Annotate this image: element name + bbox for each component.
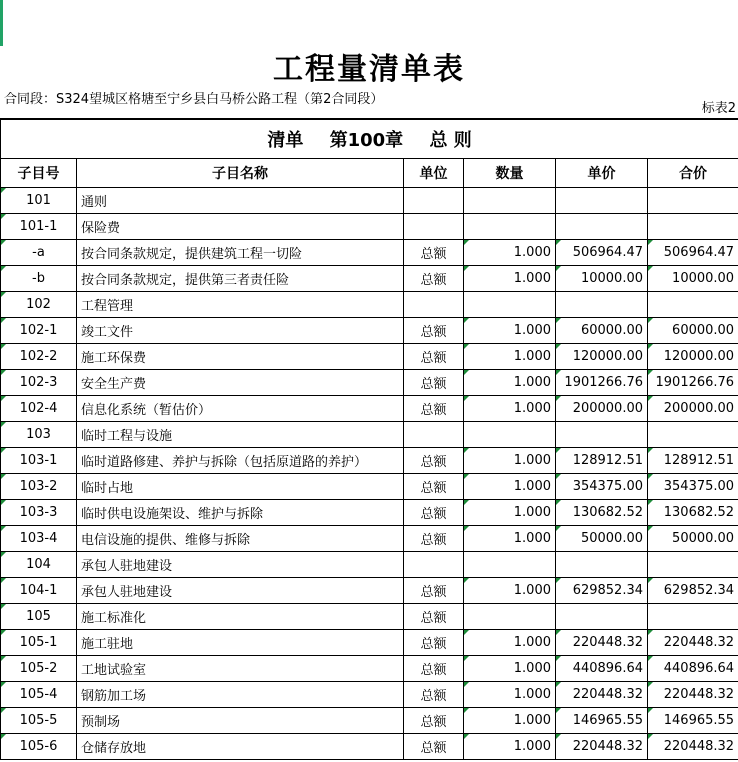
table-row xyxy=(1,656,738,682)
cell-price[interactable]: 120000.00 xyxy=(556,344,648,370)
cell-selection-marker xyxy=(0,0,3,46)
cell-unit[interactable] xyxy=(404,422,464,448)
table-row xyxy=(1,578,738,604)
col-header-unit[interactable]: 单位 xyxy=(404,159,464,188)
table-row xyxy=(1,240,738,266)
cell-code[interactable]: 105-5 xyxy=(1,708,77,734)
chapter-title[interactable] xyxy=(1,119,738,159)
table-row xyxy=(1,214,738,240)
cell-name[interactable]: 仓储存放地 xyxy=(77,734,404,760)
table-row xyxy=(1,500,738,526)
cell-price[interactable]: 629852.34 xyxy=(556,578,648,604)
cell-name[interactable]: 工地试验室 xyxy=(77,656,404,682)
cell-price[interactable] xyxy=(556,422,648,448)
cell-unit[interactable]: 总额 xyxy=(404,500,464,526)
cell-total[interactable]: 60000.00 xyxy=(648,318,738,344)
cell-name[interactable]: 按合同条款规定，提供建筑工程一切险 xyxy=(77,240,404,266)
cell-unit[interactable] xyxy=(404,292,464,318)
cell-total[interactable]: 120000.00 xyxy=(648,344,738,370)
cell-qty[interactable]: 1.000 xyxy=(464,370,556,396)
cell-name[interactable]: 保险费 xyxy=(77,214,404,240)
cell-price[interactable]: 130682.52 xyxy=(556,500,648,526)
col-header-name[interactable]: 子目名称 xyxy=(77,159,404,188)
col-header-code[interactable]: 子目号 xyxy=(1,159,77,188)
cell-code[interactable]: 101-1 xyxy=(1,214,77,240)
cell-unit[interactable]: 总额 xyxy=(404,630,464,656)
cell-code[interactable]: 102 xyxy=(1,292,77,318)
cell-unit[interactable]: 总额 xyxy=(404,474,464,500)
table-row xyxy=(1,734,738,760)
table-row xyxy=(1,422,738,448)
cell-qty[interactable]: 1.000 xyxy=(464,318,556,344)
column-header-row xyxy=(1,159,738,188)
cell-total[interactable] xyxy=(648,188,738,214)
cell-qty[interactable]: 1.000 xyxy=(464,708,556,734)
cell-qty[interactable]: 1.000 xyxy=(464,474,556,500)
cell-code[interactable]: 105-1 xyxy=(1,630,77,656)
cell-unit[interactable]: 总额 xyxy=(404,240,464,266)
cell-code[interactable]: 103-3 xyxy=(1,500,77,526)
cell-total[interactable]: 146965.55 xyxy=(648,708,738,734)
cell-name[interactable]: 信息化系统（暂估价） xyxy=(77,396,404,422)
cell-price[interactable]: 200000.00 xyxy=(556,396,648,422)
cell-price[interactable]: 220448.32 xyxy=(556,734,648,760)
cell-code[interactable]: 103-4 xyxy=(1,526,77,552)
table-row xyxy=(1,708,738,734)
cell-total[interactable]: 1901266.76 xyxy=(648,370,738,396)
cell-price[interactable] xyxy=(556,214,648,240)
table-row xyxy=(1,630,738,656)
cell-code[interactable]: 105-4 xyxy=(1,682,77,708)
cell-total[interactable]: 200000.00 xyxy=(648,396,738,422)
cell-name[interactable]: 按合同条款规定，提供第三者责任险 xyxy=(77,266,404,292)
table-row xyxy=(1,370,738,396)
cell-total[interactable]: 629852.34 xyxy=(648,578,738,604)
cell-total[interactable]: 220448.32 xyxy=(648,682,738,708)
cell-name[interactable]: 竣工文件 xyxy=(77,318,404,344)
cell-total[interactable]: 50000.00 xyxy=(648,526,738,552)
cell-qty[interactable]: 1.000 xyxy=(464,630,556,656)
cell-qty[interactable] xyxy=(464,552,556,578)
cell-code[interactable]: 101 xyxy=(1,188,77,214)
cell-code[interactable]: 102-3 xyxy=(1,370,77,396)
cell-total[interactable]: 440896.64 xyxy=(648,656,738,682)
cell-name[interactable]: 预制场 xyxy=(77,708,404,734)
cell-price[interactable]: 60000.00 xyxy=(556,318,648,344)
table-row xyxy=(1,266,738,292)
cell-code[interactable]: 102-2 xyxy=(1,344,77,370)
cell-unit[interactable] xyxy=(404,214,464,240)
cell-qty[interactable] xyxy=(464,422,556,448)
col-header-total[interactable]: 合价 xyxy=(648,159,738,188)
cell-price[interactable]: 220448.32 xyxy=(556,630,648,656)
chapter-part-2: 第100章 xyxy=(329,130,404,151)
cell-code[interactable]: -b xyxy=(1,266,77,292)
cell-name[interactable]: 工程管理 xyxy=(77,292,404,318)
cell-unit[interactable]: 总额 xyxy=(404,656,464,682)
cell-qty[interactable]: 1.000 xyxy=(464,344,556,370)
cell-qty[interactable]: 1.000 xyxy=(464,240,556,266)
cell-qty[interactable] xyxy=(464,214,556,240)
cell-unit[interactable] xyxy=(404,188,464,214)
cell-qty[interactable] xyxy=(464,604,556,630)
cell-qty[interactable]: 1.000 xyxy=(464,682,556,708)
cell-qty[interactable]: 1.000 xyxy=(464,500,556,526)
table-row xyxy=(1,292,738,318)
cell-price[interactable]: 10000.00 xyxy=(556,266,648,292)
cell-price[interactable]: 440896.64 xyxy=(556,656,648,682)
cell-name[interactable]: 承包人驻地建设 xyxy=(77,578,404,604)
cell-total[interactable]: 10000.00 xyxy=(648,266,738,292)
cell-name[interactable]: 临时占地 xyxy=(77,474,404,500)
cell-code[interactable]: 102-4 xyxy=(1,396,77,422)
chapter-part-3: 总 则 xyxy=(429,130,472,151)
cell-unit[interactable]: 总额 xyxy=(404,708,464,734)
cell-unit[interactable]: 总额 xyxy=(404,396,464,422)
cell-qty[interactable] xyxy=(464,188,556,214)
chapter-part-1: 清单 xyxy=(267,130,304,151)
cell-code[interactable]: 104 xyxy=(1,552,77,578)
cell-qty[interactable]: 1.000 xyxy=(464,734,556,760)
cell-total[interactable]: 354375.00 xyxy=(648,474,738,500)
cell-price[interactable]: 50000.00 xyxy=(556,526,648,552)
cell-price[interactable]: 128912.51 xyxy=(556,448,648,474)
cell-unit[interactable]: 总额 xyxy=(404,370,464,396)
cell-unit[interactable]: 总额 xyxy=(404,344,464,370)
cell-name[interactable]: 安全生产费 xyxy=(77,370,404,396)
table-row xyxy=(1,318,738,344)
cell-total[interactable] xyxy=(648,214,738,240)
contract-section-label: 合同段：S324望城区格塘至宁乡县白马桥公路工程（第2合同段） xyxy=(4,92,384,107)
table-row xyxy=(1,448,738,474)
cell-qty[interactable] xyxy=(464,292,556,318)
cell-code[interactable]: 105 xyxy=(1,604,77,630)
cell-total[interactable]: 128912.51 xyxy=(648,448,738,474)
cell-name[interactable]: 电信设施的提供、维修与拆除 xyxy=(77,526,404,552)
cell-total[interactable] xyxy=(648,552,738,578)
table-row xyxy=(1,682,738,708)
cell-name[interactable]: 临时道路修建、养护与拆除（包括原道路的养护） xyxy=(77,448,404,474)
cell-name[interactable]: 施工标准化 xyxy=(77,604,404,630)
cell-code[interactable]: 103-2 xyxy=(1,474,77,500)
cell-name[interactable]: 临时供电设施架设、维护与拆除 xyxy=(77,500,404,526)
cell-price[interactable] xyxy=(556,552,648,578)
cell-total[interactable]: 506964.47 xyxy=(648,240,738,266)
cell-unit[interactable]: 总额 xyxy=(404,682,464,708)
cell-code[interactable]: 105-6 xyxy=(1,734,77,760)
col-header-qty[interactable]: 数量 xyxy=(464,159,556,188)
cell-price[interactable]: 506964.47 xyxy=(556,240,648,266)
cell-total[interactable] xyxy=(648,604,738,630)
cell-code[interactable]: 105-2 xyxy=(1,656,77,682)
cell-name[interactable]: 临时工程与设施 xyxy=(77,422,404,448)
cell-price[interactable] xyxy=(556,292,648,318)
cell-name[interactable]: 钢筋加工场 xyxy=(77,682,404,708)
cell-price[interactable]: 220448.32 xyxy=(556,682,648,708)
chapter-header-row xyxy=(1,119,738,159)
table-row xyxy=(1,474,738,500)
cell-unit[interactable]: 总额 xyxy=(404,318,464,344)
table-row xyxy=(1,552,738,578)
cell-total[interactable]: 220448.32 xyxy=(648,630,738,656)
table-row xyxy=(1,396,738,422)
cell-price[interactable]: 354375.00 xyxy=(556,474,648,500)
cell-unit[interactable] xyxy=(404,552,464,578)
cell-unit[interactable]: 总额 xyxy=(404,448,464,474)
table-row xyxy=(1,526,738,552)
table-row xyxy=(1,188,738,214)
col-header-price[interactable]: 单价 xyxy=(556,159,648,188)
cell-code[interactable]: 102-1 xyxy=(1,318,77,344)
cell-qty[interactable]: 1.000 xyxy=(464,526,556,552)
cell-code[interactable]: 103-1 xyxy=(1,448,77,474)
cell-code[interactable]: -a xyxy=(1,240,77,266)
page-title: 工程量清单表 xyxy=(273,52,465,87)
cell-qty[interactable]: 1.000 xyxy=(464,578,556,604)
cell-price[interactable] xyxy=(556,188,648,214)
cell-qty[interactable]: 1.000 xyxy=(464,448,556,474)
cell-name[interactable]: 通则 xyxy=(77,188,404,214)
cell-total[interactable] xyxy=(648,422,738,448)
cell-total[interactable]: 130682.52 xyxy=(648,500,738,526)
cell-unit[interactable]: 总额 xyxy=(404,578,464,604)
table-row xyxy=(1,344,738,370)
cell-price[interactable]: 146965.55 xyxy=(556,708,648,734)
cell-name[interactable]: 承包人驻地建设 xyxy=(77,552,404,578)
cell-name[interactable]: 施工环保费 xyxy=(77,344,404,370)
cell-code[interactable]: 104-1 xyxy=(1,578,77,604)
cell-qty[interactable]: 1.000 xyxy=(464,266,556,292)
form-number: 标表2 xyxy=(701,101,736,116)
table-row xyxy=(1,604,738,630)
cell-price[interactable]: 1901266.76 xyxy=(556,370,648,396)
cell-price[interactable] xyxy=(556,604,648,630)
cell-unit[interactable]: 总额 xyxy=(404,266,464,292)
cell-code[interactable]: 103 xyxy=(1,422,77,448)
cell-total[interactable] xyxy=(648,292,738,318)
cell-qty[interactable]: 1.000 xyxy=(464,656,556,682)
cell-unit[interactable]: 总额 xyxy=(404,526,464,552)
cell-name[interactable]: 施工驻地 xyxy=(77,630,404,656)
bill-of-quantities-table xyxy=(0,118,738,760)
cell-total[interactable]: 220448.32 xyxy=(648,734,738,760)
cell-qty[interactable]: 1.000 xyxy=(464,396,556,422)
cell-unit[interactable]: 总额 xyxy=(404,734,464,760)
cell-unit[interactable]: 总额 xyxy=(404,604,464,630)
